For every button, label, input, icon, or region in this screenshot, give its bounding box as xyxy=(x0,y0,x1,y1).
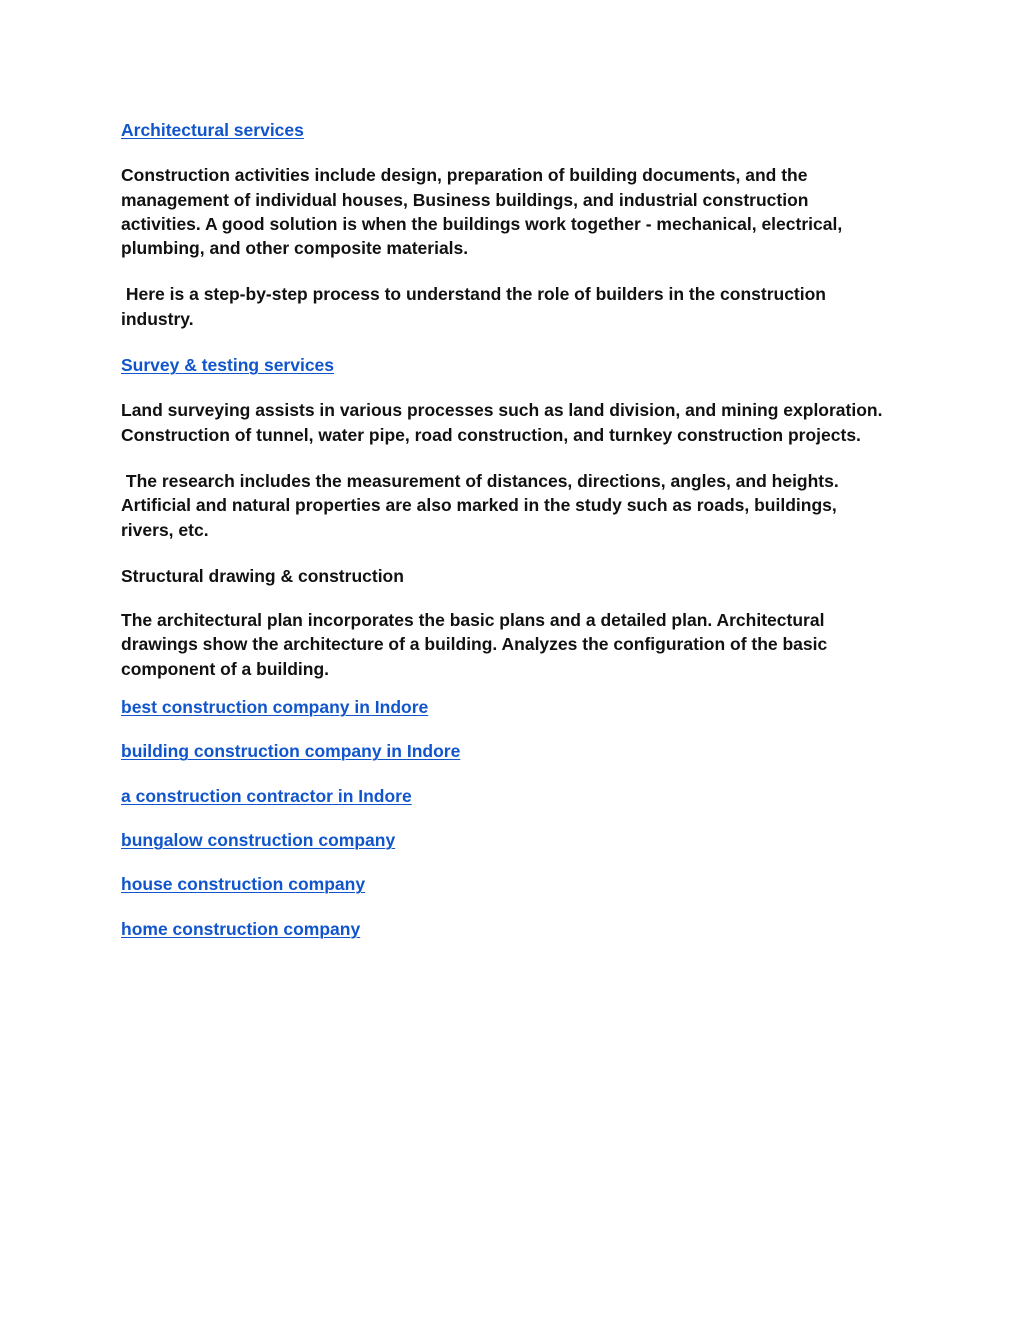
spacer xyxy=(121,377,891,398)
spacer xyxy=(121,142,891,163)
link-best-construction-company[interactable]: best construction company in Indore xyxy=(121,697,429,718)
paragraph-step-by-step: Here is a step-by-step process to understand the role of builders in the construction industry. xyxy=(121,284,831,329)
link-house-construction-company[interactable]: house construction company xyxy=(121,874,366,895)
paragraph-architectural-plan: The architectural plan incorporates the basic plans and a detailed plan. Architectural drawings show the architecture of a building. Analyzes the configuration of the basic component of a building. xyxy=(121,610,828,679)
spacer xyxy=(121,719,891,739)
paragraph-construction-activities: Construction activities include design, preparation of building documents, and the management of individual houses, Business buildings, and industrial construction activities. A good solution is when the buildings work together - mechanical, electrical, plumbing, and other composite materials. xyxy=(121,165,843,259)
spacer xyxy=(121,681,891,695)
spacer xyxy=(121,542,891,564)
paragraph-land-surveying: Land surveying assists in various processes such as land division, and mining exploration. Construction of tunnel, water pipe, road construction, and turnkey construction projects. xyxy=(121,400,883,445)
spacer xyxy=(121,808,891,828)
spacer xyxy=(121,764,891,784)
spacer xyxy=(121,897,891,917)
link-building-construction-company[interactable]: building construction company in Indore xyxy=(121,741,461,762)
survey-testing-services-link[interactable]: Survey & testing services xyxy=(121,355,335,376)
document-page xyxy=(121,118,891,941)
spacer xyxy=(121,852,891,872)
link-construction-contractor[interactable]: a construction contractor in Indore xyxy=(121,785,412,806)
spacer xyxy=(121,260,891,282)
spacer xyxy=(121,447,891,469)
link-bungalow-construction-company[interactable]: bungalow construction company xyxy=(121,829,396,850)
link-home-construction-company[interactable]: home construction company xyxy=(121,918,361,939)
paragraph-research: The research includes the measurement of distances, directions, angles, and heights. Artificial and natural properties are also marked in the study such as roads, buildings, rivers, etc. xyxy=(121,470,843,540)
spacer xyxy=(121,588,891,608)
architectural-services-link[interactable]: Architectural services xyxy=(121,120,304,140)
spacer xyxy=(121,331,891,353)
structural-drawing-heading: Structural drawing & construction xyxy=(121,565,404,586)
